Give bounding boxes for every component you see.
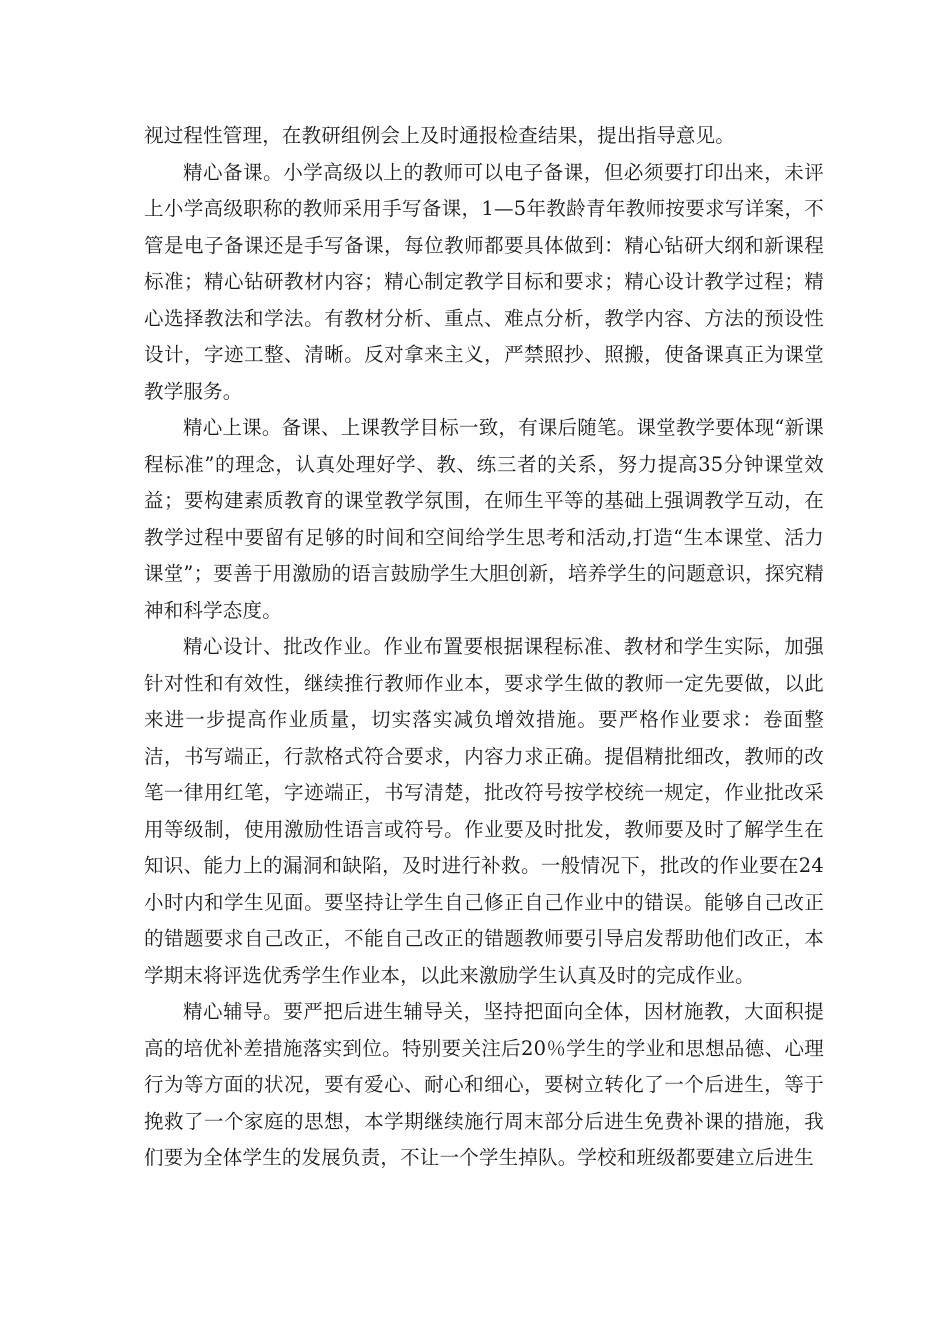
paragraph-homework: 精心设计、批改作业。作业布置要根据课程标准、教材和学生实际，加强针对性和有效性，继续推行教师作业本，要求学生做的教师一定先要做，以此来进一步提高作业质量，切实落实减负增效措施。要严格作业要求：卷面整洁，书写端正，行款格式符合要求，内容力求正确。提倡精批细改，教师的改笔一律用红笔，字迹端正，书写清楚，批改符号按学校统一规定，作业批改采用等级制，使用激励性语言或符号。作业要及时批发，教师要及时了解学生在知识、能力上的漏洞和缺陷，及时进行补救。一般情况下，批改的作业要在24小时内和学生见面。要坚持让学生自己修正自己作业中的错误。能够自己改正的错题要求自己改正，不能自己改正的错题教师要引导启发帮助他们改正，本学期末将评选优秀学生作业本，以此来激励学生认真及时的完成作业。 (144, 635, 824, 987)
document-body (144, 118, 824, 1177)
paragraph-tutoring: 精心辅导。要严把后进生辅导关，坚持把面向全体，因材施教，大面积提高的培优补差措施落实到位。特别要关注后20％学生的学业和思想品德、心理行为等方面的状况，要有爱心、耐心和细心，要树立转化了一个后进生，等于挽救了一个家庭的思想，本学期继续施行周末部分后进生免费补课的措施，我们要为全体学生的发展负责，不让一个学生掉队。学校和班级都要建立后进生 (144, 1000, 824, 1169)
paragraph-continuation: 视过程性管理，在教研组例会上及时通报检查结果，提出指导意见。 (144, 124, 736, 147)
paragraph-teaching: 精心上课。备课、上课教学目标一致，有课后随笔。课堂教学要体现“新课程标准”的理念，认真处理好学、教、练三者的关系，努力提高35分钟课堂效益；要构建素质教育的课堂教学氛围，在师生平等的基础上强调教学互动，在教学过程中要留有足够的时间和空间给学生思考和活动,打造“生本课堂、活力课堂”；要善于用激励的语言鼓励学生大胆创新，培养学生的问题意识，探究精神和科学态度。 (144, 416, 824, 622)
paragraph-lesson-preparation: 精心备课。小学高级以上的教师可以电子备课，但必须要打印出来，未评上小学高级职称的教师采用手写备课，1—5年教龄青年教师按要求写详案，不管是电子备课还是手写备课，每位教师都要具体做到：精心钻研大纲和新课程标准；精心钻研教材内容；精心制定教学目标和要求；精心设计教学过程；精心选择教法和学法。有教材分析、重点、难点分析，教学内容、方法的预设性设计，字迹工整、清晰。反对拿来主义，严禁照抄、照搬，使备课真正为课堂教学服务。 (144, 160, 824, 403)
